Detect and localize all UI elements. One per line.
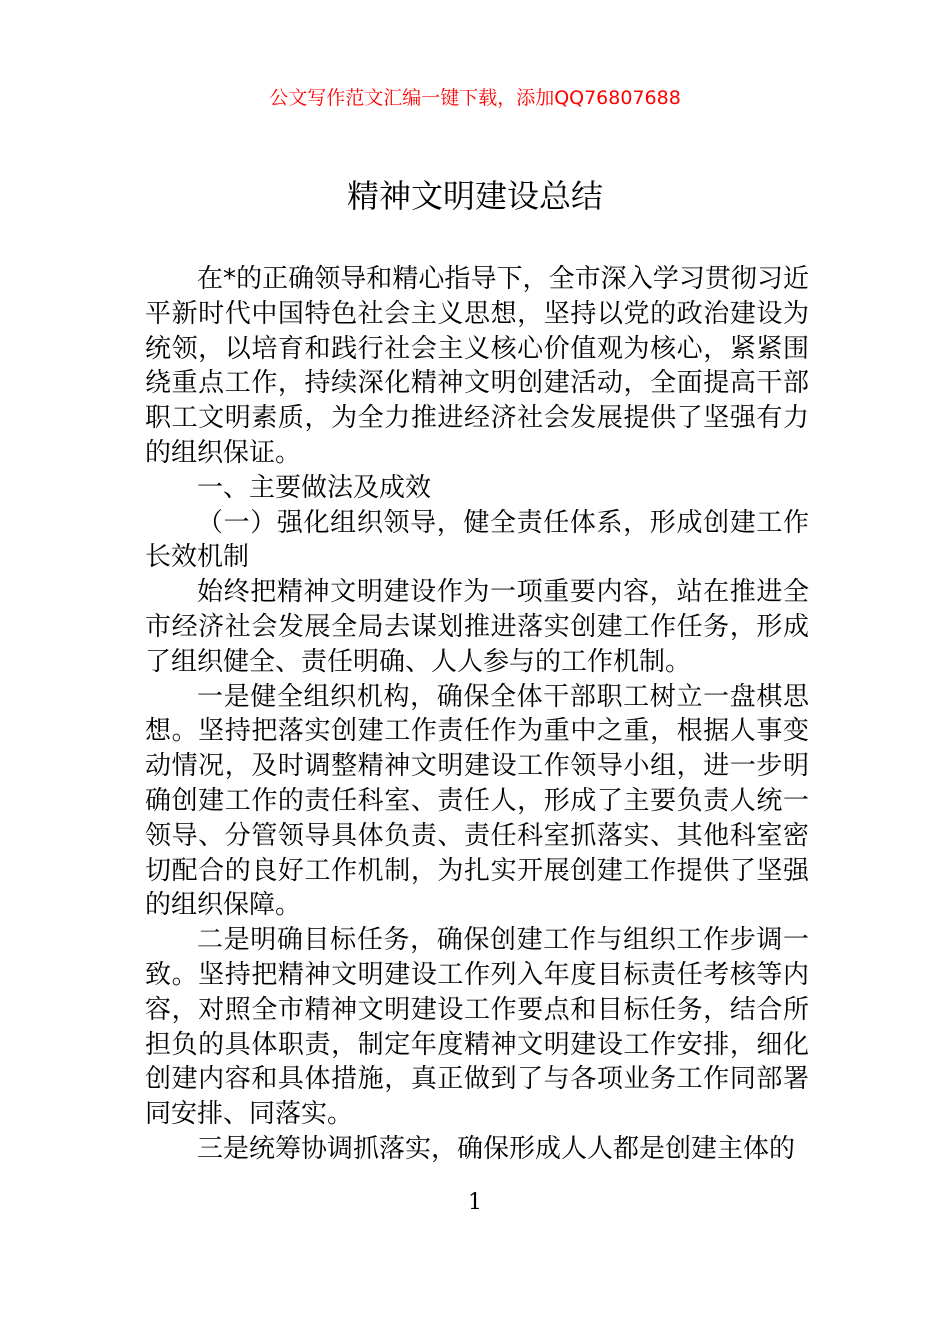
paragraph-overview: 始终把精神文明建设作为一项重要内容，站在推进全市经济社会发展全局去谋划推进落实创建工作任务，形成了组织健全、责任明确、人人参与的工作机制。 <box>145 577 809 677</box>
paragraph-point-2: 二是明确目标任务，确保创建工作与组织工作步调一致。坚持把精神文明建设工作列入年度目标责任考核等内容，对照全市精神文明建设工作要点和目标任务，结合所担负的具体职责，制定年度精神文明建设工作安排，细化创建内容和具体措施，真正做到了与各项业务工作同部署同安排、同落实。 <box>145 925 809 1130</box>
heading-section-1: 一、主要做法及成效 <box>197 472 432 503</box>
document-body <box>145 262 809 1167</box>
page-number: 1 <box>468 1190 482 1215</box>
document-title: 精神文明建设总结 <box>346 177 603 215</box>
paragraph-intro: 在*的正确领导和精心指导下，全市深入学习贯彻习近平新时代中国特色社会主义思想，坚持以党的政治建设为统领，以培育和践行社会主义核心价值观为核心，紧紧围绕重点工作，持续深化精神文明创建活动，全面提高干部职工文明素质，为全力推进经济社会发展提供了坚强有力的组织保证。 <box>145 264 809 468</box>
header-banner: 公文写作范文汇编一键下载，添加QQ76807688 <box>269 87 681 109</box>
paragraph-point-1: 一是健全组织机构，确保全体干部职工树立一盘棋思想。坚持把落实创建工作责任作为重中之重，根据人事变动情况，及时调整精神文明建设工作领导小组，进一步明确创建工作的责任科室、责任人，形成了主要负责人统一领导、分管领导具体负责、责任科室抓落实、其他科室密切配合的良好工作机制，为扎实开展创建工作提供了坚强的组织保障。 <box>145 681 809 921</box>
paragraph-point-3: 三是统筹协调抓落实，确保形成人人都是创建主体的 <box>197 1133 796 1164</box>
heading-subsection-1: （一）强化组织领导，健全责任体系，形成创建工作长效机制 <box>145 507 809 573</box>
